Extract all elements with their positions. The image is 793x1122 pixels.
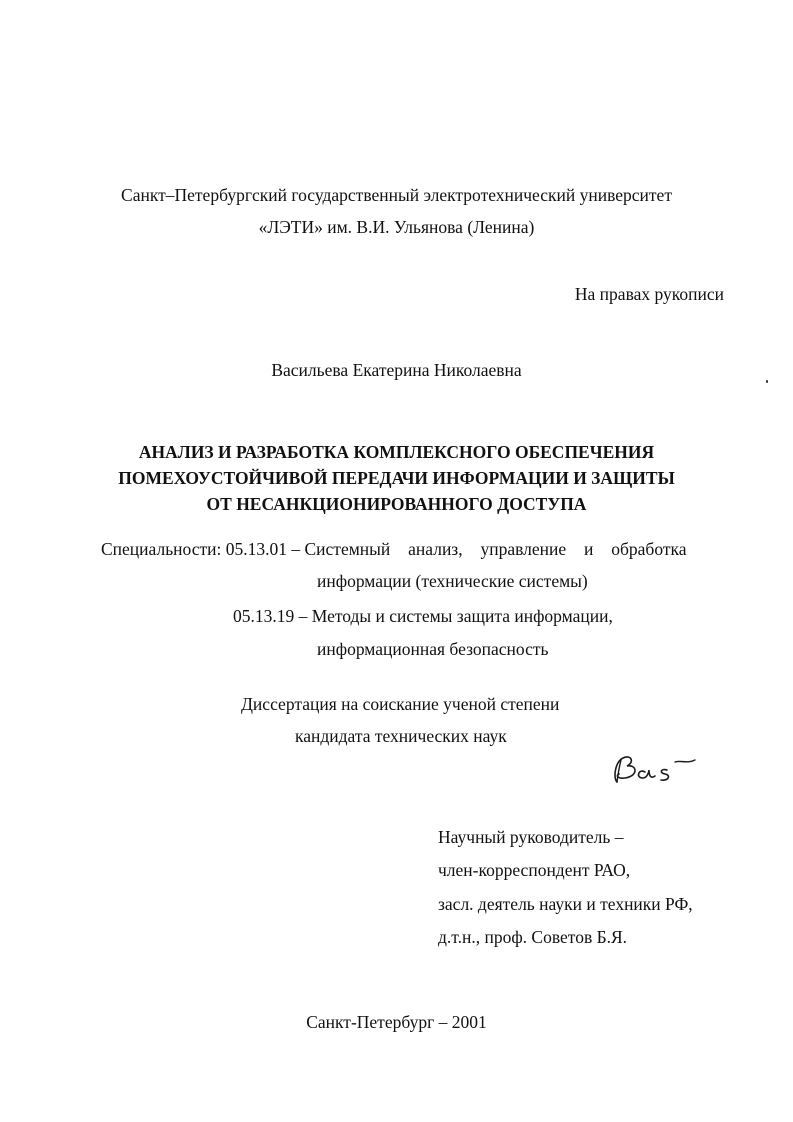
specialty-2-name-line2: информационная безопасность	[317, 639, 549, 659]
rights-note: На правах рукописи	[574, 284, 724, 304]
supervisor-line2: член-корреспондент РАО,	[438, 860, 631, 880]
dash: –	[298, 606, 308, 626]
handwritten-signature	[605, 748, 715, 788]
specialty-2-name-line1: Методы и системы защита информации,	[311, 606, 613, 626]
supervisor-line1: Научный руководитель –	[438, 827, 624, 847]
dissertation-line2: кандидата технических наук	[295, 726, 507, 746]
specialty-row-1	[101, 538, 687, 560]
title-line-1: АНАЛИЗ И РАЗРАБОТКА КОМПЛЕКСНОГО ОБЕСПЕЧЕНИЯ	[138, 442, 655, 462]
dash: –	[291, 539, 301, 559]
specialty-2-code: 05.13.19	[233, 606, 295, 626]
supervisor-line4: д.т.н., проф. Советов Б.Я.	[438, 927, 628, 947]
title-line-2: ПОМЕХОУСТОЙЧИВОЙ ПЕРЕДАЧИ ИНФОРМАЦИИ И ЗАЩИТЫ	[118, 468, 675, 488]
author-name: Васильева Екатерина Николаевна	[271, 360, 522, 380]
specialty-row-2	[233, 605, 613, 627]
specialty-1-name-line2: информации (технические системы)	[317, 571, 588, 591]
specialty-1-code: 05.13.01	[225, 539, 287, 559]
city-year-footer: Санкт-Петербург – 2001	[306, 1012, 487, 1032]
university-name-line2: «ЛЭТИ» им. В.И. Ульянова (Ленина)	[258, 217, 535, 237]
scan-speck	[766, 380, 768, 383]
specialties-label: Специальности:	[101, 539, 222, 559]
specialty-1-name-line1: Системный анализ, управление и обработка	[304, 539, 687, 559]
university-name-line1: Санкт–Петербургский государственный электротехнический университет	[121, 185, 672, 205]
dissertation-line1: Диссертация на соискание ученой степени	[241, 694, 560, 714]
title-line-3: ОТ НЕСАНКЦИОНИРОВАННОГО ДОСТУПА	[206, 494, 587, 514]
supervisor-line3: засл. деятель науки и техники РФ,	[438, 894, 693, 914]
